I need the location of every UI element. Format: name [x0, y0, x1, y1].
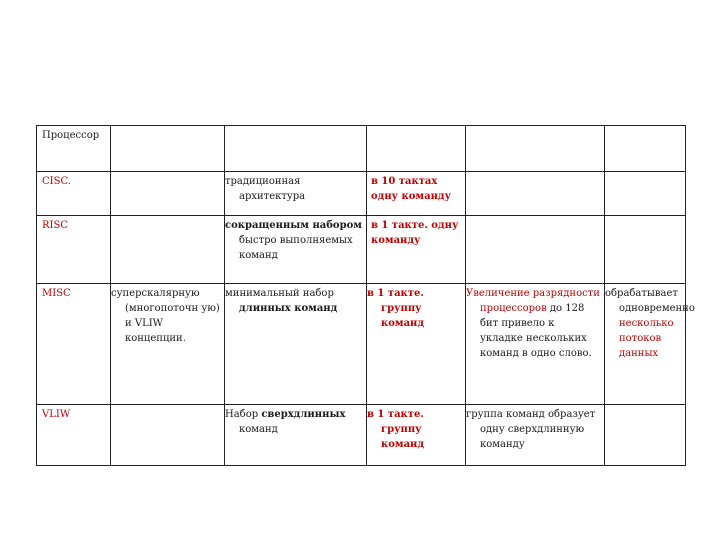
row-name: CISC. [37, 172, 111, 216]
red-text: несколько потоков данных [619, 318, 674, 359]
row-name: MISC [37, 284, 111, 405]
header-cell-3 [225, 126, 367, 172]
cell [605, 216, 686, 284]
timing-cell: в 1 такте. группу команд [367, 284, 466, 405]
header-cell-4 [367, 126, 466, 172]
table-row-cisc [37, 172, 686, 216]
header-cell-6 [605, 126, 686, 172]
plain-text: команд [239, 424, 278, 435]
plain-text: минимальный набор [225, 288, 334, 299]
bold-text: сокращенным набором [225, 220, 362, 231]
table-row-risc [37, 216, 686, 284]
cell [111, 172, 225, 216]
row-name: VLIW [37, 405, 111, 466]
row-name: RISC [37, 216, 111, 284]
plain-text: быстро выполняемых команд [239, 235, 353, 261]
timing-cell: в 1 такте. группу команд [367, 405, 466, 466]
description-cell: группа команд образует одну сверхдлинную команду [466, 405, 605, 466]
architecture-cell [225, 216, 367, 284]
concept-cell: суперскалярную (многопоточн ую) и VLIW концепции. [111, 284, 225, 405]
bold-text: длинных команд [239, 303, 338, 314]
plain-text: до 128 бит привело к укладке нескольких команд в одно слово. [480, 303, 592, 359]
architecture-cell [225, 284, 367, 405]
header-cell-2 [111, 126, 225, 172]
cell [466, 172, 605, 216]
header-cell-5 [466, 126, 605, 172]
cell [605, 172, 686, 216]
cell [111, 405, 225, 466]
red-text: Увеличение разрядности процессоров [466, 288, 600, 314]
description-cell [466, 284, 605, 405]
table-row-vliw [37, 405, 686, 466]
architecture-cell [225, 405, 367, 466]
plain-text: Набор [225, 409, 262, 420]
timing-cell: в 1 такте. одну команду [367, 216, 466, 284]
plain-text: обрабатывает одновременно [605, 288, 695, 314]
table-header-row [37, 126, 686, 172]
processing-cell [605, 284, 695, 405]
timing-cell: в 10 тактах одну команду [367, 172, 466, 216]
cell [111, 216, 225, 284]
architecture-cell: традиционная архитектура [225, 172, 367, 216]
cell [466, 216, 605, 284]
header-cell-processor: Процессор [37, 126, 111, 172]
processor-table [36, 125, 695, 466]
bold-text: сверхдлинных [261, 409, 346, 420]
table-row-misc [37, 284, 686, 405]
cell [605, 405, 686, 466]
